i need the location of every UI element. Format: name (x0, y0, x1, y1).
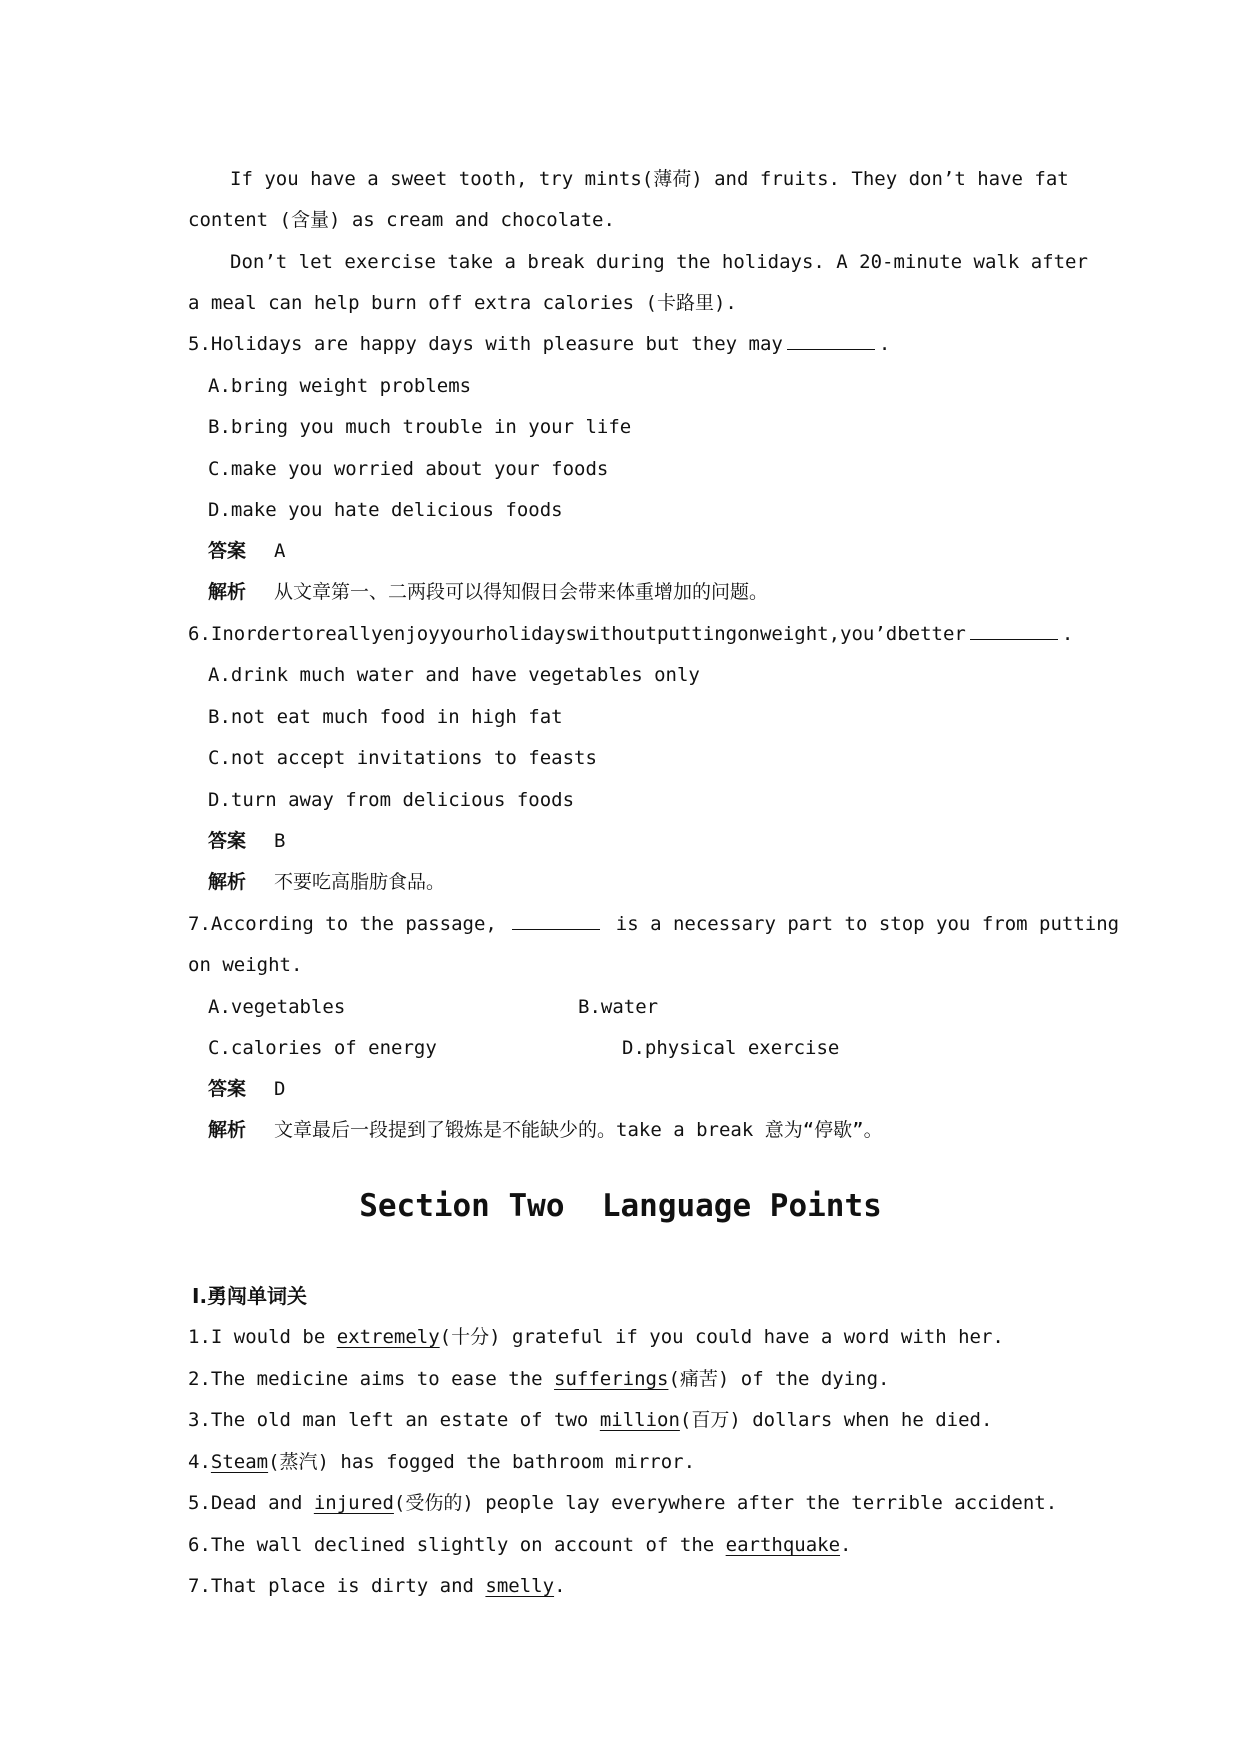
vocab-item (188, 1407, 1058, 1433)
vocab-prefix: 1.I would be (188, 1326, 337, 1348)
vocab-suffix: . (554, 1575, 566, 1597)
question-stem: 5.Holidays are happy days with pleasure but they may (188, 333, 783, 355)
passage-line: content (含量) as cream and chocolate. (188, 209, 615, 231)
option-c: C.calories of energy (208, 1037, 437, 1059)
question-end: . (878, 333, 891, 355)
vocab-item (188, 1490, 1058, 1516)
answer-blank (970, 621, 1058, 640)
vocab-word: million (599, 1409, 680, 1431)
answer-blank (512, 911, 600, 930)
vocab-item (188, 1324, 1058, 1350)
vocab-item (188, 1449, 1058, 1475)
vocab-word: sufferings (554, 1368, 669, 1390)
vocab-prefix: 6.The wall declined slightly on account of the (188, 1534, 726, 1556)
vocab-suffix: (百万) dollars when he died. (679, 1409, 993, 1431)
question-stem: 7.According to the passage, (188, 913, 497, 935)
vocab-prefix: 7.That place is dirty and (188, 1575, 486, 1597)
passage-line: a meal can help burn off extra calories (卡路里). (188, 292, 737, 314)
vocab-prefix: 5.Dead and (188, 1492, 314, 1514)
option-b: B.not eat much food in high fat (208, 706, 563, 728)
question-6 (188, 621, 1074, 647)
option-b: B.water (578, 996, 659, 1018)
vocab-suffix: (蒸汽) has fogged the bathroom mirror. (268, 1451, 696, 1473)
question-7-cont: on weight. (188, 954, 303, 976)
analysis-text: 文章最后一段提到了锻炼是不能缺少的。take a break 意为“停歇”。 (274, 1119, 883, 1141)
answer-line (208, 538, 1078, 564)
answer-label: 答案 (208, 830, 247, 852)
analysis-line (208, 1117, 1078, 1143)
vocab-word: Steam (210, 1451, 269, 1473)
analysis-line (208, 869, 1078, 895)
section-heading: Ⅰ.勇闯单词关 (192, 1284, 308, 1308)
answer-label: 答案 (208, 540, 247, 562)
answer-blank (787, 331, 875, 350)
question-stem: 6.Inordertoreallyenjoyyourholidayswithoutputtingonweight,you’dbetter (188, 623, 966, 645)
option-a: A.drink much water and have vegetables only (208, 664, 700, 686)
question-7 (188, 911, 1120, 937)
analysis-label: 解析 (208, 581, 247, 603)
vocab-word: extremely (336, 1326, 440, 1348)
answer-line (208, 828, 1078, 854)
question-stem-rest: is a necessary part to stop you from putting (615, 913, 1120, 935)
question-5 (188, 331, 1058, 357)
vocab-word: earthquake (725, 1534, 841, 1556)
option-d: D.make you hate delicious foods (208, 499, 563, 521)
vocab-suffix: (痛苦) of the dying. (668, 1368, 890, 1390)
analysis-text: 从文章第一、二两段可以得知假日会带来体重增加的问题。 (274, 581, 769, 603)
answer-value: A (274, 540, 286, 562)
vocab-item (188, 1366, 1058, 1392)
question-end: . (1061, 623, 1074, 645)
option-d: D.turn away from delicious foods (208, 789, 575, 811)
vocab-suffix: (十分) grateful if you could have a word with her. (439, 1326, 1004, 1348)
option-b: B.bring you much trouble in your life (208, 416, 632, 438)
vocab-item (188, 1532, 1058, 1558)
vocab-suffix: (受伤的) people lay everywhere after the terrible accident. (393, 1492, 1058, 1514)
option-a: A.bring weight problems (208, 375, 472, 397)
vocab-prefix: 3.The old man left an estate of two (188, 1409, 600, 1431)
vocab-prefix: 2.The medicine aims to ease the (188, 1368, 555, 1390)
vocab-word: injured (313, 1492, 394, 1514)
analysis-label: 解析 (208, 1119, 247, 1141)
answer-value: D (274, 1078, 286, 1100)
vocab-suffix: . (840, 1534, 852, 1556)
option-d: D.physical exercise (622, 1037, 840, 1059)
vocab-prefix: 4. (188, 1451, 211, 1473)
analysis-label: 解析 (208, 871, 247, 893)
answer-value: B (274, 830, 286, 852)
option-a: A.vegetables (208, 996, 346, 1018)
vocab-item (188, 1573, 1058, 1599)
analysis-line (208, 579, 1078, 605)
analysis-text: 不要吃高脂肪食品。 (274, 871, 446, 893)
vocab-word: smelly (485, 1575, 555, 1597)
answer-line (208, 1076, 1078, 1102)
section-title: Section Two Language Points (359, 1188, 882, 1224)
option-c: C.make you worried about your foods (208, 458, 609, 480)
option-c: C.not accept invitations to feasts (208, 747, 597, 769)
answer-label: 答案 (208, 1078, 247, 1100)
passage-line: Don’t let exercise take a break during the holidays. A 20-minute walk after (230, 251, 1088, 273)
passage-line: If you have a sweet tooth, try mints(薄荷) and fruits. They don’t have fat (230, 168, 1069, 190)
